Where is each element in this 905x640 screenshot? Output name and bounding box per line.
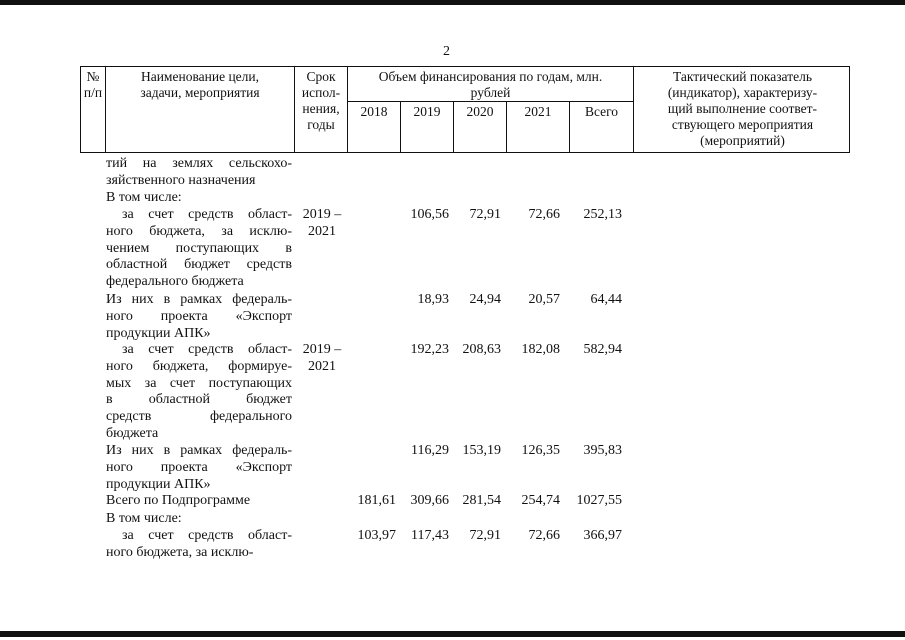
row-description-line: ного бюджета, за исклю-: [106, 544, 254, 560]
value-total: 395,83: [583, 443, 622, 458]
row-description-line: бюджета: [106, 425, 159, 441]
row-description-line: в областной бюджет: [106, 392, 292, 408]
row-period: 2019 – 2021: [302, 207, 342, 239]
value-2020: 153,19: [462, 443, 501, 458]
value-2021: 182,08: [521, 342, 560, 357]
row-description-line: продукции АПК»: [106, 325, 211, 341]
row-description-line: зяйственного назначения: [106, 172, 256, 188]
row-description: [106, 528, 292, 562]
header-total: Всего: [584, 104, 619, 119]
value-2020: 72,91: [469, 528, 501, 543]
header-col-indicator: Тактический показатель (индикатор), характеризу- щий выполнение соответ- ствующего мероприятия (мероприятий): [667, 69, 818, 148]
header-year-2021: 2021: [524, 104, 552, 119]
header-col-name: Наименование цели, задачи, мероприятия: [140, 69, 260, 100]
header-year-2018: 2018: [360, 104, 388, 119]
bottom-border-rule: [0, 631, 905, 637]
header-year-2019: 2019: [413, 104, 441, 119]
value-2020: 208,63: [462, 342, 501, 357]
row-description: [106, 156, 292, 190]
value-2019: 106,56: [410, 207, 449, 222]
value-2019: 116,29: [411, 443, 449, 458]
row-description: [106, 207, 292, 291]
value-total: 1027,55: [576, 493, 622, 508]
row-description: [106, 342, 292, 443]
page-number: 2: [443, 44, 450, 59]
row-description: [106, 493, 292, 510]
value-2020: 24,94: [469, 292, 501, 307]
value-2020: 281,54: [462, 493, 501, 508]
value-2019: 192,23: [410, 342, 449, 357]
row-description-line: Из них в рамках федераль-: [106, 292, 292, 307]
row-period: 2019 – 2021: [302, 342, 342, 374]
row-description: [106, 443, 292, 493]
value-2018: 103,97: [357, 528, 396, 543]
value-2021: 72,66: [528, 528, 560, 543]
row-description-line: В том числе:: [106, 511, 182, 526]
row-description-line: за счет средств област-: [122, 528, 292, 543]
header-col-number: № п/п: [83, 69, 103, 100]
row-description-line: продукции АПК»: [106, 476, 211, 492]
value-2021: 20,57: [528, 292, 560, 307]
row-description-line: Всего по Подпрограмме: [106, 493, 251, 508]
row-description: [106, 190, 292, 207]
row-description-line: за счет средств област-: [122, 207, 292, 222]
header-year-2020: 2020: [466, 104, 494, 119]
row-description: [106, 292, 292, 342]
row-description-line: чением поступающих в: [106, 240, 292, 256]
value-2021: 254,74: [521, 493, 560, 508]
value-2020: 72,91: [469, 207, 501, 222]
row-description-line: областной бюджет средств: [106, 257, 292, 273]
header-col-funding: Объем финансирования по годам, млн. рублей: [378, 69, 603, 100]
value-2021: 126,35: [521, 443, 560, 458]
value-total: 252,13: [583, 207, 622, 222]
row-description-line: ного проекта «Экспорт: [106, 308, 292, 324]
row-description-line: тий на землях сельскохо-: [106, 156, 292, 171]
row-description-line: за счет средств област-: [122, 342, 292, 357]
value-2021: 72,66: [528, 207, 560, 222]
value-total: 366,97: [583, 528, 622, 543]
value-2019: 117,43: [411, 528, 449, 543]
row-description-line: федерального бюджета: [106, 274, 244, 290]
row-description-line: средств федерального: [106, 409, 292, 425]
row-description-line: В том числе:: [106, 190, 182, 205]
row-description: [106, 511, 292, 528]
value-2018: 181,61: [357, 493, 396, 508]
row-description-line: ного бюджета, за исклю-: [106, 223, 292, 239]
row-description-line: Из них в рамках федераль-: [106, 443, 292, 458]
row-description-line: мых за счет поступающих: [106, 375, 292, 391]
row-description-line: ного бюджета, формируе-: [106, 358, 292, 374]
header-col-period: Срок испол- нения, годы: [301, 69, 341, 132]
value-total: 582,94: [583, 342, 622, 357]
value-2019: 309,66: [410, 493, 449, 508]
value-total: 64,44: [590, 292, 622, 307]
value-2019: 18,93: [417, 292, 449, 307]
row-description-line: ного проекта «Экспорт: [106, 459, 292, 475]
